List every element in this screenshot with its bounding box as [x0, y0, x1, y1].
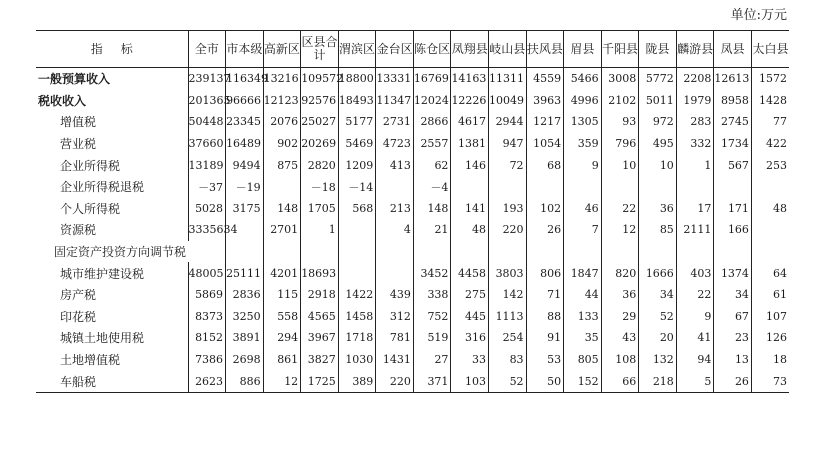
table-cell: 152 — [564, 370, 602, 392]
table-cell: 166 — [714, 219, 752, 241]
table-cell: 2820 — [301, 154, 339, 176]
table-cell: 1666 — [639, 262, 677, 284]
table-cell: 115 — [263, 284, 301, 306]
table-cell — [263, 176, 301, 198]
table-cell: 12 — [601, 219, 639, 241]
table-cell: 2698 — [226, 349, 264, 371]
row-label: 固定资产投资方向调节税 — [54, 245, 187, 260]
row-label: 税收收入 — [38, 93, 87, 108]
header-column: 市本级 — [226, 31, 264, 68]
table-cell: 5869 — [188, 284, 226, 306]
table-cell: 1113 — [489, 306, 527, 328]
table-cell: 26 — [714, 370, 752, 392]
table-cell: 126 — [751, 327, 789, 349]
table-cell: 92576 — [301, 90, 339, 112]
row-label: 印花税 — [60, 309, 97, 324]
table-cell: 1422 — [338, 284, 376, 306]
table-cell: 3008 — [601, 68, 639, 90]
table-cell: 12613 — [714, 68, 752, 90]
table-row — [36, 370, 789, 392]
table-cell: 5177 — [338, 111, 376, 133]
table-cell — [226, 241, 264, 263]
table-cell: 2076 — [263, 111, 301, 133]
table-cell: 220 — [489, 219, 527, 241]
table-cell: 66 — [601, 370, 639, 392]
table-cell: 18 — [751, 349, 789, 371]
table-cell: 805 — [564, 349, 602, 371]
table-cell: 52 — [639, 306, 677, 328]
table-cell — [376, 241, 414, 263]
table-cell: 132 — [639, 349, 677, 371]
table-cell: 133 — [564, 306, 602, 328]
table-cell: 1217 — [526, 111, 564, 133]
table-cell: 1305 — [564, 111, 602, 133]
table-cell: 96666 — [226, 90, 264, 112]
table-cell: 752 — [413, 306, 451, 328]
table-cell: 7386 — [188, 349, 226, 371]
table-cell: 413 — [376, 154, 414, 176]
table-cell: 1374 — [714, 262, 752, 284]
table-row — [36, 306, 789, 328]
table-row — [36, 176, 789, 198]
table-cell — [526, 176, 564, 198]
header-column: 全市 — [188, 31, 226, 68]
table-cell: 27 — [413, 349, 451, 371]
table-cell: 142 — [489, 284, 527, 306]
table-cell: 93 — [601, 111, 639, 133]
table-cell: 389 — [338, 370, 376, 392]
table-cell: 12024 — [413, 90, 451, 112]
table-cell: 50 — [526, 370, 564, 392]
table-cell: 13 — [714, 349, 752, 371]
table-cell: 1030 — [338, 349, 376, 371]
table-cell: 116349 — [226, 68, 264, 90]
table-cell: 972 — [639, 111, 677, 133]
table-cell: 218 — [639, 370, 677, 392]
table-cell: 2623 — [188, 370, 226, 392]
table-cell — [451, 176, 489, 198]
header-column: 凤翔县 — [451, 31, 489, 68]
table-cell: 9 — [564, 154, 602, 176]
table-cell — [751, 241, 789, 263]
table-cell: 64 — [751, 262, 789, 284]
table-cell: 20269 — [301, 133, 339, 155]
table-body — [36, 68, 789, 393]
table-cell: 12 — [263, 370, 301, 392]
table-cell: 8958 — [714, 90, 752, 112]
table-cell: －18 — [301, 176, 339, 198]
table-cell: 1209 — [338, 154, 376, 176]
row-label: 资源税 — [60, 223, 97, 238]
table-cell: 445 — [451, 306, 489, 328]
table-cell: 103 — [451, 370, 489, 392]
table-cell: 33 — [451, 349, 489, 371]
table-row — [36, 68, 789, 90]
table-cell: 2557 — [413, 133, 451, 155]
table-cell: 253 — [751, 154, 789, 176]
table-cell: 568 — [338, 198, 376, 220]
table-cell: 5466 — [564, 68, 602, 90]
table-cell: －19 — [226, 176, 264, 198]
row-label: 房产税 — [60, 288, 97, 303]
table-cell: 37660 — [188, 133, 226, 155]
table-row — [36, 133, 789, 155]
table-cell: 61 — [751, 284, 789, 306]
table-cell: 2836 — [226, 284, 264, 306]
header-column: 眉县 — [564, 31, 602, 68]
table-row — [36, 327, 789, 349]
table-cell — [413, 241, 451, 263]
table-cell: 50448 — [188, 111, 226, 133]
table-cell: 36 — [601, 284, 639, 306]
table-cell: 947 — [489, 133, 527, 155]
table-cell — [263, 241, 301, 263]
table-cell — [376, 176, 414, 198]
table-cell: 29 — [601, 306, 639, 328]
table-cell: 7 — [564, 219, 602, 241]
table-cell: 9494 — [226, 154, 264, 176]
table-cell: 796 — [601, 133, 639, 155]
table-cell — [338, 262, 376, 284]
table-cell — [338, 241, 376, 263]
table-cell: 1 — [301, 219, 339, 241]
table-cell: 36 — [639, 198, 677, 220]
table-cell: 48 — [451, 219, 489, 241]
table-row — [36, 219, 789, 241]
table-cell: 1705 — [301, 198, 339, 220]
table-cell: 53 — [526, 349, 564, 371]
table-cell: 22 — [676, 284, 714, 306]
table-cell: 2111 — [676, 219, 714, 241]
table-cell: 91 — [526, 327, 564, 349]
table-cell: 220 — [376, 370, 414, 392]
header-column: 金台区 — [376, 31, 414, 68]
table-cell: 1572 — [751, 68, 789, 90]
table-cell: 34 — [639, 284, 677, 306]
table-cell: 239137 — [188, 68, 226, 90]
table-cell: 2918 — [301, 284, 339, 306]
table-cell: 4617 — [451, 111, 489, 133]
table-cell: 886 — [226, 370, 264, 392]
table-cell: 148 — [413, 198, 451, 220]
row-label: 城镇土地使用税 — [60, 331, 145, 346]
header-column: 麟游县 — [676, 31, 714, 68]
table-row — [36, 154, 789, 176]
row-label: 企业所得税 — [60, 158, 121, 173]
table-cell — [301, 241, 339, 263]
table-cell: 213 — [376, 198, 414, 220]
table-cell: 1 — [676, 154, 714, 176]
table-cell — [639, 176, 677, 198]
table-cell: 2731 — [376, 111, 414, 133]
table-cell: 16769 — [413, 68, 451, 90]
table-cell: 71 — [526, 284, 564, 306]
table-cell: 495 — [639, 133, 677, 155]
table-cell — [751, 219, 789, 241]
table-cell: 35 — [564, 327, 602, 349]
table-row — [36, 111, 789, 133]
table-cell: 1431 — [376, 349, 414, 371]
table-cell: 16489 — [226, 133, 264, 155]
table-cell: 94 — [676, 349, 714, 371]
table-cell: 1428 — [751, 90, 789, 112]
table-cell: －14 — [338, 176, 376, 198]
table-cell — [376, 262, 414, 284]
table-cell: 567 — [714, 154, 752, 176]
table-cell: 11311 — [489, 68, 527, 90]
table-cell: 193 — [489, 198, 527, 220]
table-cell: 3175 — [226, 198, 264, 220]
table-cell: 9 — [676, 306, 714, 328]
table-cell: 23345 — [226, 111, 264, 133]
table-cell: 283 — [676, 111, 714, 133]
table-cell: 861 — [263, 349, 301, 371]
table-cell: 23 — [714, 327, 752, 349]
table-cell: 4565 — [301, 306, 339, 328]
table-cell — [564, 176, 602, 198]
table-cell: －37 — [188, 176, 226, 198]
table-row — [36, 349, 789, 371]
table-cell: 5772 — [639, 68, 677, 90]
table-cell: 338 — [413, 284, 451, 306]
table-cell: 10 — [639, 154, 677, 176]
table-cell: 4996 — [564, 90, 602, 112]
table-cell: 109572 — [301, 68, 339, 90]
table-cell: 1734 — [714, 133, 752, 155]
table-row — [36, 262, 789, 284]
table-cell: 2866 — [413, 111, 451, 133]
table-cell: 4458 — [451, 262, 489, 284]
table-cell: 875 — [263, 154, 301, 176]
table-cell: 1725 — [301, 370, 339, 392]
table-cell: 17 — [676, 198, 714, 220]
table-cell: 902 — [263, 133, 301, 155]
row-label: 增值税 — [60, 115, 97, 130]
table-cell: 3452 — [413, 262, 451, 284]
table-cell: 4559 — [526, 68, 564, 90]
table-cell: 4 — [376, 219, 414, 241]
table-cell: 25111 — [226, 262, 264, 284]
table-cell: 1458 — [338, 306, 376, 328]
table-cell: 332 — [676, 133, 714, 155]
table-cell: 44 — [564, 284, 602, 306]
table-cell: 1381 — [451, 133, 489, 155]
table-cell: 48 — [751, 198, 789, 220]
table-cell: 12226 — [451, 90, 489, 112]
table-cell: 25027 — [301, 111, 339, 133]
table-cell: 5028 — [188, 198, 226, 220]
table-cell — [601, 176, 639, 198]
table-cell: 2944 — [489, 111, 527, 133]
table-cell: 13331 — [376, 68, 414, 90]
table-cell — [714, 241, 752, 263]
table-cell: 34 — [714, 284, 752, 306]
table-row — [36, 90, 789, 112]
table-cell: 439 — [376, 284, 414, 306]
table-cell: 107 — [751, 306, 789, 328]
header-column: 千阳县 — [601, 31, 639, 68]
table-cell: 88 — [526, 306, 564, 328]
table-cell: 46 — [564, 198, 602, 220]
table-cell: 48005 — [188, 262, 226, 284]
table-cell — [714, 176, 752, 198]
table-cell — [489, 176, 527, 198]
table-cell: 8152 — [188, 327, 226, 349]
table-cell: 359 — [564, 133, 602, 155]
table-cell: 73 — [751, 370, 789, 392]
table-cell: 72 — [489, 154, 527, 176]
table-cell: 148 — [263, 198, 301, 220]
table-cell: 68 — [526, 154, 564, 176]
header-column: 岐山县 — [489, 31, 527, 68]
table-cell: 312 — [376, 306, 414, 328]
table-cell: 1054 — [526, 133, 564, 155]
table-cell: 3967 — [301, 327, 339, 349]
table-cell: 12123 — [263, 90, 301, 112]
table-cell: 403 — [676, 262, 714, 284]
table-cell — [338, 219, 376, 241]
row-label: 土地增值税 — [60, 353, 121, 368]
table-cell: 108 — [601, 349, 639, 371]
row-label: 车船税 — [36, 370, 188, 392]
table-cell: 43 — [601, 327, 639, 349]
table-cell: 5 — [676, 370, 714, 392]
table-cell: 2102 — [601, 90, 639, 112]
row-label: 城市维护建设税 — [60, 266, 145, 281]
table-cell — [526, 241, 564, 263]
table-cell: 41 — [676, 327, 714, 349]
table-cell: 13216 — [263, 68, 301, 90]
table-cell: 14163 — [451, 68, 489, 90]
table-cell: 102 — [526, 198, 564, 220]
table-cell: 2701 — [263, 219, 301, 241]
table-cell: 146 — [451, 154, 489, 176]
table-cell: 18800 — [338, 68, 376, 90]
table-cell — [676, 241, 714, 263]
header-column: 扶风县 — [526, 31, 564, 68]
header-column: 渭滨区 — [338, 31, 376, 68]
tax-revenue-table — [36, 30, 789, 393]
header-column: 区县合计 — [301, 31, 339, 68]
table-row — [36, 241, 789, 263]
header-column: 凤县 — [714, 31, 752, 68]
table-cell: 20 — [639, 327, 677, 349]
table-cell: 3827 — [301, 349, 339, 371]
table-cell: 422 — [751, 133, 789, 155]
table-cell: －4 — [413, 176, 451, 198]
table-cell: 18693 — [301, 262, 339, 284]
table-cell: 141 — [451, 198, 489, 220]
table-cell — [489, 241, 527, 263]
table-cell: 3250 — [226, 306, 264, 328]
table-cell — [564, 241, 602, 263]
table-cell: 201365 — [188, 90, 226, 112]
table-cell: 2208 — [676, 68, 714, 90]
row-label: 个人所得税 — [60, 201, 121, 216]
header-indicator: 指标 — [36, 31, 188, 68]
table-cell: 1718 — [338, 327, 376, 349]
row-label: 营业税 — [60, 137, 97, 152]
table-cell: 5011 — [639, 90, 677, 112]
table-cell: 26 — [526, 219, 564, 241]
unit-label: 单位:万元 — [730, 8, 787, 23]
table-cell: 781 — [376, 327, 414, 349]
table-cell — [451, 241, 489, 263]
table-cell: 3891 — [226, 327, 264, 349]
table-cell: 10049 — [489, 90, 527, 112]
header-column: 高新区 — [263, 31, 301, 68]
table-cell: 18493 — [338, 90, 376, 112]
table-cell — [751, 176, 789, 198]
row-label: 一般预算收入 — [38, 72, 111, 87]
table-cell — [601, 241, 639, 263]
table-cell: 820 — [601, 262, 639, 284]
table-cell: 4201 — [263, 262, 301, 284]
table-cell: 77 — [751, 111, 789, 133]
table-cell: 8373 — [188, 306, 226, 328]
table-cell: 316 — [451, 327, 489, 349]
table-cell: 5469 — [338, 133, 376, 155]
table-cell — [639, 241, 677, 263]
table-cell: 62 — [413, 154, 451, 176]
table-cell: 1979 — [676, 90, 714, 112]
table-cell: 275 — [451, 284, 489, 306]
table-cell: 3335634 — [188, 219, 226, 241]
table-cell: 22 — [601, 198, 639, 220]
header-column: 陇县 — [639, 31, 677, 68]
table-cell: 85 — [639, 219, 677, 241]
header-column: 陈仓区 — [413, 31, 451, 68]
table-cell: 11347 — [376, 90, 414, 112]
table-cell: 1847 — [564, 262, 602, 284]
row-label: 企业所得税退税 — [60, 180, 145, 195]
table-cell: 3803 — [489, 262, 527, 284]
table-cell: 4723 — [376, 133, 414, 155]
table-cell: 83 — [489, 349, 527, 371]
table-cell: 3963 — [526, 90, 564, 112]
table-cell: 519 — [413, 327, 451, 349]
table-cell: 10 — [601, 154, 639, 176]
table-header-row — [36, 31, 789, 68]
table-cell: 254 — [489, 327, 527, 349]
table-row — [36, 284, 789, 306]
table-cell: 171 — [714, 198, 752, 220]
table-cell: 294 — [263, 327, 301, 349]
table-cell: 67 — [714, 306, 752, 328]
table-cell: 806 — [526, 262, 564, 284]
table-cell: 371 — [413, 370, 451, 392]
table-cell: 13189 — [188, 154, 226, 176]
header-column: 太白县 — [751, 31, 789, 68]
table-row — [36, 198, 789, 220]
table-cell: 558 — [263, 306, 301, 328]
table-cell — [676, 176, 714, 198]
table-cell: 2745 — [714, 111, 752, 133]
table-cell: 21 — [413, 219, 451, 241]
table-cell: 52 — [489, 370, 527, 392]
